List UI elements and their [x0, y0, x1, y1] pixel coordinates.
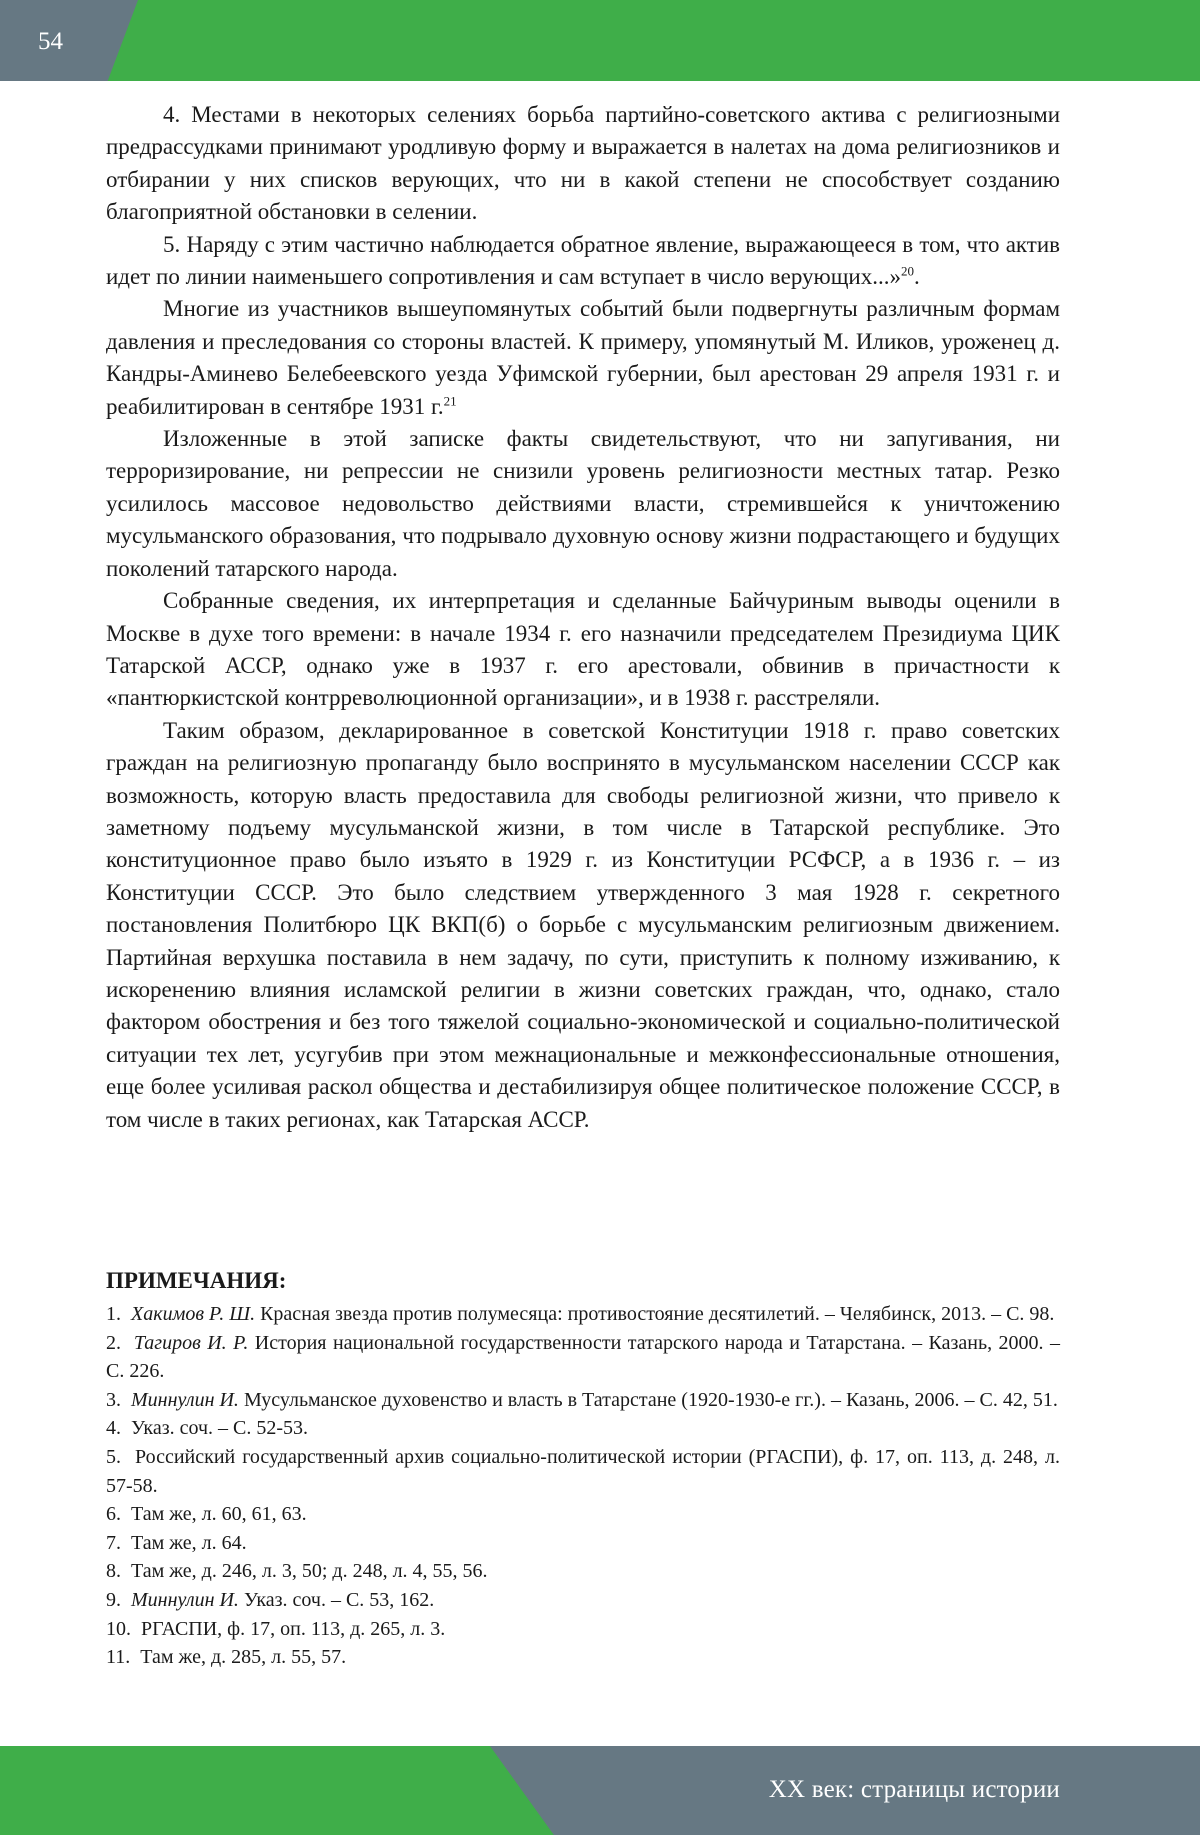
- note-item: [106, 1443, 1060, 1500]
- note-text: Красная звезда против полумесяца: противостояние десятилетий. – Челябинск, 2013. – С. 98.: [255, 1303, 1055, 1325]
- note-text: Там же, д. 246, л. 3, 50; д. 248, л. 4, 55, 56.: [131, 1560, 488, 1583]
- note-number: 10.: [106, 1617, 131, 1640]
- note-number: 6.: [106, 1503, 121, 1526]
- footnote-ref-21: 21: [443, 393, 457, 408]
- note-item: [106, 1643, 1060, 1672]
- note-author: Тагиров И. Р.: [133, 1331, 249, 1354]
- note-item: [106, 1615, 1060, 1644]
- note-text: Там же, д. 285, л. 55, 57.: [140, 1646, 347, 1669]
- note-item: [106, 1300, 1060, 1329]
- note-text: Указ. соч. – С. 53, 162.: [238, 1588, 435, 1611]
- header-green-band: [0, 0, 1200, 81]
- notes-section: [106, 1266, 1060, 1672]
- note-text: Указ. соч. – С. 52-53.: [131, 1417, 309, 1440]
- page-number: 54: [38, 28, 63, 55]
- note-text: История национальной государственности татарского народа и Татарстана. – Казань, 2000. – С. 226.: [106, 1331, 1060, 1383]
- note-item: [106, 1529, 1060, 1558]
- note-text: Мусульманское духовенство и власть в Татарстане (1920-1930-е гг.). – Казань, 2006. – С. 42, 51.: [238, 1388, 1058, 1411]
- note-author: Хакимов Р. Ш.: [131, 1303, 256, 1325]
- paragraph-2: 5. Наряду с этим частично наблюдается обратное явление, выражающееся в том, что актив идет по линии наименьшего сопротивления и сам вступает в число верующих...»$^{20}$.: [106, 231, 1060, 290]
- footer-title: XX век: страницы истории: [768, 1776, 1060, 1803]
- note-text: Там же, л. 60, 61, 63.: [131, 1503, 307, 1526]
- notes-title: ПРИМЕЧАНИЯ:: [106, 1268, 287, 1293]
- note-item: [106, 1414, 1060, 1443]
- paragraph-5: Собранные сведения, их интерпретация и сделанные Байчуриным выводы оценили в Москве в духе того времени: в начале 1934 г. его назначили председателем Президиума ЦИК Татарской АССР, однако уже в 1937 г. его арестовали, обвинив в причастности к «пантюркистской контрреволюционной организации», и в 1938 г. расстреляли.: [106, 588, 1060, 711]
- note-number: 4.: [106, 1417, 121, 1440]
- page-footer: [0, 1746, 1200, 1835]
- notes-list: [106, 1300, 1060, 1672]
- note-text: Российский государственный архив социально-политической истории (РГАСПИ), ф. 17, оп. 113, д. 248, л. 57-58.: [106, 1445, 1061, 1497]
- note-number: 11.: [106, 1646, 131, 1669]
- paragraph-1: 4. Местами в некоторых селениях борьба партийно-советского актива с религиозными предрассудками принимают уродливую форму и выражается в налетах на дома религиозников и отбирании у них списков верующих, что ни в какой степени не способствует созданию благоприятной обстановки в селении.: [106, 102, 1060, 225]
- note-number: 7.: [106, 1531, 121, 1554]
- note-item: [106, 1329, 1060, 1386]
- paragraph-4: Изложенные в этой записке факты свидетельствуют, что ни запугивания, ни терроризирование, ни репрессии не снизили уровень религиозности местных татар. Резко усилилось массовое недовольство действиями власти, стремившейся к уничтожению мусульманского образования, что подрывало духовную основу жизни подрастающего и будущих поколений татарского народа.: [106, 426, 1060, 581]
- note-number: 3.: [106, 1388, 121, 1411]
- footnote-ref-20: 20: [901, 263, 914, 279]
- paragraph-6: Таким образом, декларированное в советской Конституции 1918 г. право советских граждан на религиозную пропаганду было воспринято в мусульманском населении СССР как возможность, которую власть предоставила для свободы религиозной жизни, что привело к заметному подъему мусульманской жизни, в том числе в Татарской республике. Это конституционное право было изъято в 1929 г. из Конституции РСФСР, а в 1936 г. – из Конституции СССР. Это было следствием утвержденного 3 мая 1928 г. секретного постановления Политбюро ЦК ВКП(б) о борьбе с мусульманским религиозным движением. Партийная верхушка поставила в нем задачу, по сути, приступить к полному изживанию, к искоренению влияния исламской религии в жизни советских граждан, что, однако, стало фактором обострения и без того тяжелой социально-экономической и социально-политической ситуации тех лет, усугубив при этом межнациональные и межконфессиональные отношения, еще более усиливая раскол общества и дестабилизируя общее политическое положение СССР, в том числе в таких регионах, как Татарская АССР.: [106, 717, 1060, 1132]
- note-author: Миннулин И.: [131, 1388, 239, 1411]
- note-number: 5.: [106, 1445, 121, 1468]
- note-text: РГАСПИ, ф. 17, оп. 113, д. 265, л. 3.: [141, 1617, 446, 1640]
- note-text: Там же, л. 64.: [131, 1531, 247, 1554]
- note-item: [106, 1586, 1060, 1615]
- note-number: 9.: [106, 1588, 121, 1611]
- paragraph-3: Многие из участников вышеупомянутых событий были подвергнуты различным формам давления и преследования со стороны властей. К примеру, упомянутый М. Иликов, уроженец д. Кандры-Аминево Белебеевского уезда Уфимской губернии, был арестован 29 апреля 1931 г. и реабилитирован в сентябре 1931 г.$^{21}$: [106, 296, 1060, 419]
- note-author: Миннулин И.: [131, 1588, 239, 1611]
- page-header: [0, 0, 1200, 81]
- note-item: [106, 1386, 1060, 1415]
- note-number: 8.: [106, 1560, 121, 1583]
- note-number: 1.: [106, 1303, 121, 1325]
- note-item: [106, 1557, 1060, 1586]
- main-text: [106, 99, 1060, 1136]
- note-number: 2.: [106, 1331, 121, 1354]
- note-item: [106, 1500, 1060, 1529]
